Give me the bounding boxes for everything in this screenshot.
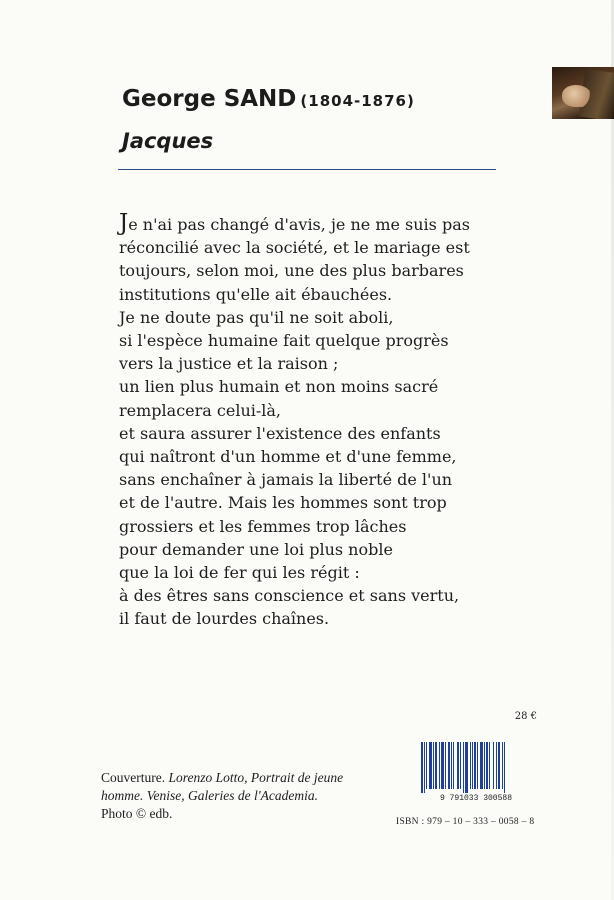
barcode-bar <box>489 742 490 789</box>
quote-line: pour demander une loi plus noble <box>119 539 393 559</box>
barcode-bar <box>451 742 452 789</box>
barcode-bar <box>453 742 454 789</box>
barcode-bar <box>465 742 468 793</box>
barcode-bar <box>498 742 500 789</box>
quote-line: un lien plus humain et non moins sacré <box>119 377 439 397</box>
barcode-bar <box>439 742 440 789</box>
quote-line: remplacera celui-là, <box>119 400 282 420</box>
credit-line-2 <box>101 787 343 805</box>
author-name: George SAND <box>122 86 297 112</box>
quote-line: sans enchaîner à jamais la liberté de l'un <box>119 470 453 490</box>
quote-line: et de l'autre. Mais les hommes sont trop <box>119 493 447 513</box>
credit-artwork: Lorenzo Lotto, Portrait de jeune <box>168 770 344 785</box>
barcode-bar <box>496 742 497 789</box>
cover-portrait-thumbnail <box>552 67 614 119</box>
barcode-graphic <box>415 740 537 802</box>
quote-line: si l'espèce humaine fait quelque progrès <box>119 331 449 351</box>
book-title: Jacques <box>122 129 214 153</box>
barcode-bar <box>445 742 446 789</box>
barcode-bar <box>493 742 494 789</box>
barcode-bar <box>474 742 476 789</box>
quote-line: il faut de lourdes chaînes. <box>119 609 330 629</box>
credit-location: homme. Venise, Galeries de l'Academia. <box>101 788 318 803</box>
barcode-bar <box>421 742 423 793</box>
credit-line-1 <box>101 769 343 787</box>
cover-credit <box>101 769 343 823</box>
quote-line <box>119 212 470 236</box>
barcode-bar <box>504 742 505 793</box>
author-dates: (1804-1876) <box>300 92 415 110</box>
barcode-digits: 9 791033 300588 <box>439 794 513 802</box>
barcode-bar <box>424 742 425 793</box>
barcode-bar <box>470 742 471 789</box>
barcode-bar <box>502 742 503 789</box>
barcode-bar <box>429 742 432 789</box>
quote-line: à des êtres sans conscience et sans vertu, <box>119 586 460 606</box>
author-heading <box>122 86 415 112</box>
quote-line: toujours, selon moi, une des plus barbares <box>119 261 464 281</box>
barcode-bar <box>448 742 450 789</box>
barcode-bar <box>426 742 427 789</box>
quote-line: et saura assurer l'existence des enfants <box>119 423 441 443</box>
barcode-bar <box>463 742 464 793</box>
quote-line: qui naîtront d'un homme et d'une femme, <box>119 447 457 467</box>
barcode-bar <box>480 742 483 789</box>
barcode-bar <box>486 742 488 789</box>
barcode-bar <box>435 742 437 789</box>
isbn-label: ISBN : 979 – 10 – 333 – 0058 – 8 <box>396 817 535 827</box>
barcode-bar <box>472 742 473 789</box>
quote-line: réconcilié avec la société, et le mariage est <box>119 238 470 258</box>
barcode-bar <box>457 742 459 789</box>
quote-line: vers la justice et la raison ; <box>119 354 339 374</box>
quote-line-text: e n'ai pas changé d'avis, je ne me suis pas <box>128 215 470 234</box>
barcode-bar <box>441 742 444 789</box>
credit-photo: Photo © edb. <box>101 806 173 821</box>
barcode-bar <box>460 742 461 789</box>
quote-line: institutions qu'elle ait ébauchées. <box>119 284 393 304</box>
price-label: 28 € <box>514 711 537 722</box>
back-cover-quote <box>119 212 470 631</box>
barcode-bar <box>477 742 478 789</box>
barcode-bars <box>421 742 505 793</box>
quote-line: que la loi de fer qui les régit : <box>119 563 360 583</box>
barcode-bar <box>484 742 485 789</box>
quote-line: grossiers et les femmes trop lâches <box>119 516 407 536</box>
barcode <box>415 740 537 802</box>
quote-line: Je ne doute pas qu'il ne soit aboli, <box>119 307 394 327</box>
barcode-bar <box>433 742 434 789</box>
drop-cap: J <box>119 210 129 236</box>
title-divider <box>118 169 496 170</box>
portrait-hand <box>562 85 592 107</box>
credit-label: Couverture. <box>101 770 166 785</box>
